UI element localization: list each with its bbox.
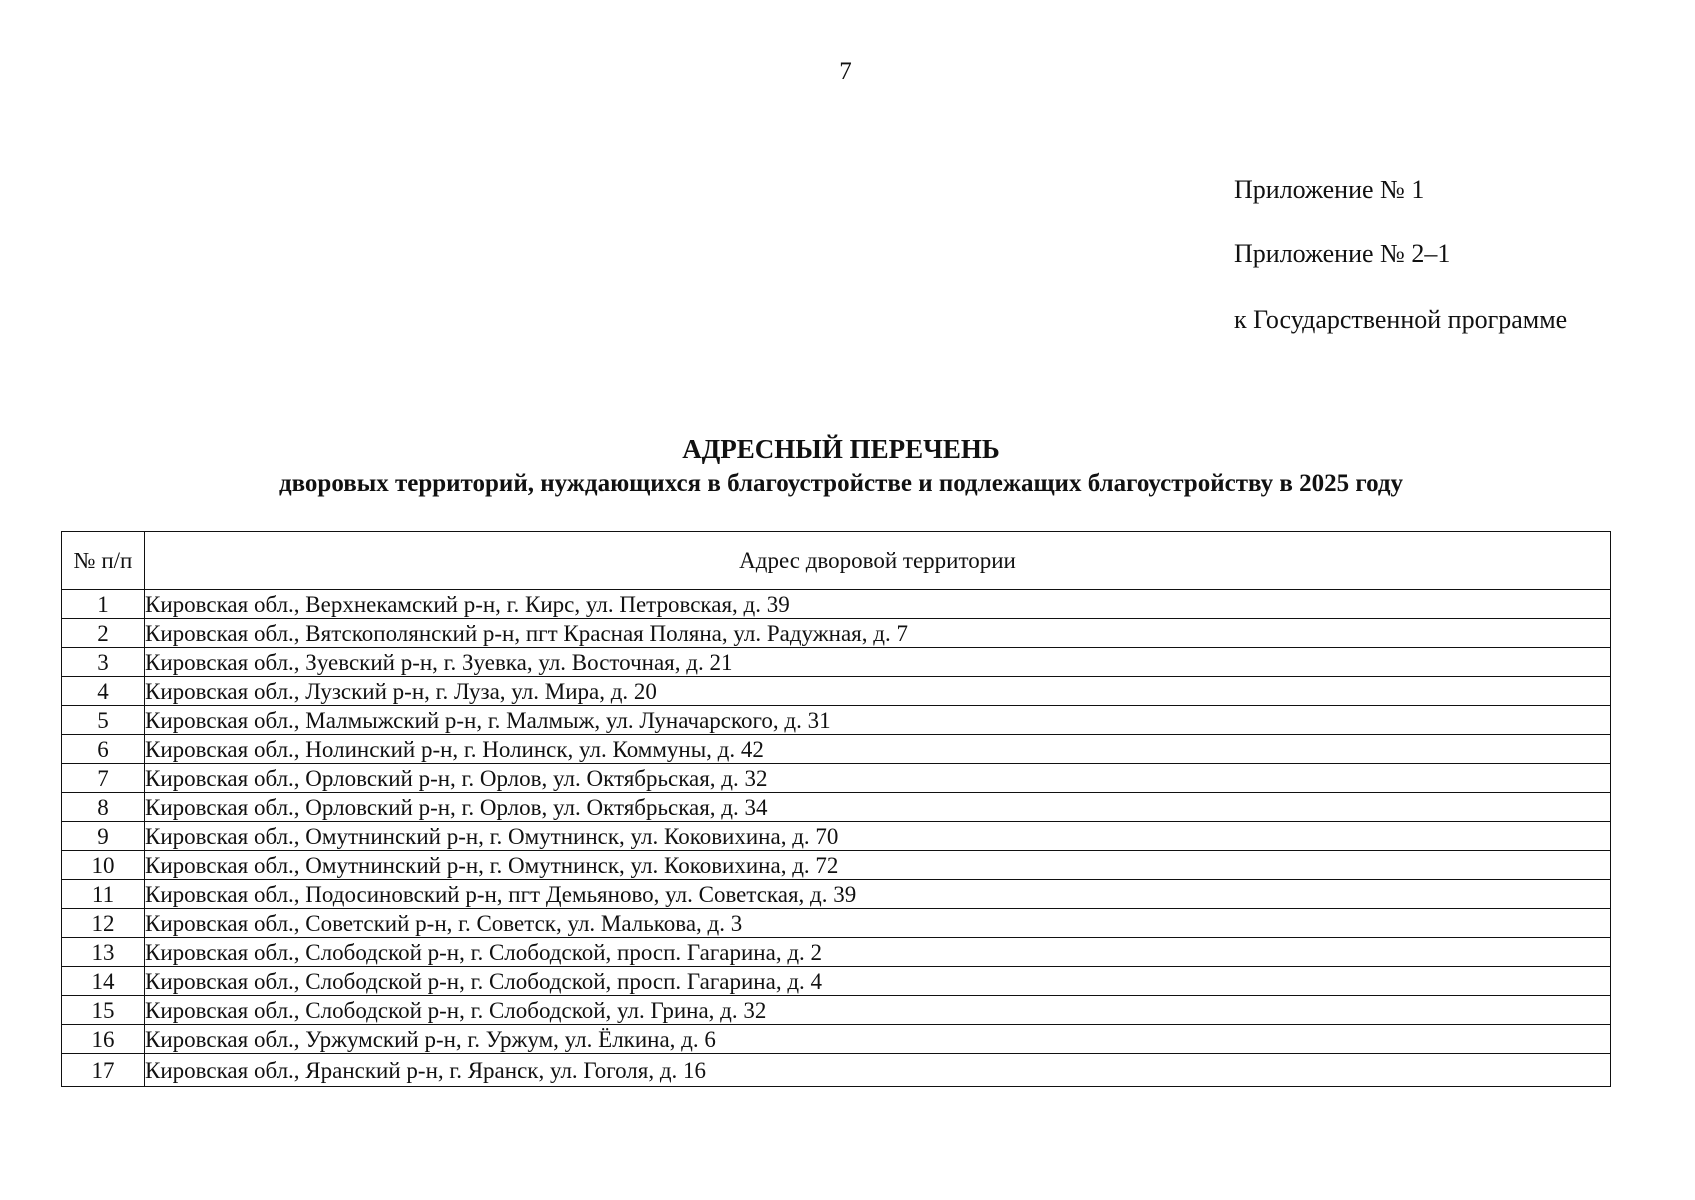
table-row bbox=[62, 619, 1611, 648]
table-row bbox=[62, 764, 1611, 793]
table-row bbox=[62, 938, 1611, 967]
header-number: № п/п bbox=[62, 532, 145, 590]
row-number: 13 bbox=[62, 938, 145, 967]
row-address: Кировская обл., Слободской р-н, г. Слободской, просп. Гагарина, д. 2 bbox=[145, 938, 1611, 967]
table-row bbox=[62, 1025, 1611, 1054]
table-header-row bbox=[62, 532, 1611, 590]
row-address: Кировская обл., Вятскополянский р-н, пгт Красная Поляна, ул. Радужная, д. 7 bbox=[145, 619, 1611, 648]
row-number: 6 bbox=[62, 735, 145, 764]
table-row bbox=[62, 677, 1611, 706]
table-row bbox=[62, 967, 1611, 996]
row-number: 4 bbox=[62, 677, 145, 706]
document-subtitle: дворовых территорий, нуждающихся в благоустройстве и подлежащих благоустройству в 2025 году bbox=[278, 470, 1404, 497]
row-address: Кировская обл., Омутнинский р-н, г. Омутнинск, ул. Коковихина, д. 70 bbox=[145, 822, 1611, 851]
table-row bbox=[62, 996, 1611, 1025]
row-address: Кировская обл., Орловский р-н, г. Орлов, ул. Октябрьская, д. 34 bbox=[145, 793, 1611, 822]
row-address: Кировская обл., Подосиновский р-н, пгт Демьяново, ул. Советская, д. 39 bbox=[145, 880, 1611, 909]
row-number: 17 bbox=[62, 1054, 145, 1087]
row-number: 11 bbox=[62, 880, 145, 909]
row-address: Кировская обл., Яранский р-н, г. Яранск, ул. Гоголя, д. 16 bbox=[145, 1054, 1611, 1087]
annex-line-3: к Государственной программе bbox=[1234, 305, 1568, 334]
row-address: Кировская обл., Лузский р-н, г. Луза, ул. Мира, д. 20 bbox=[145, 677, 1611, 706]
row-number: 2 bbox=[62, 619, 145, 648]
row-address: Кировская обл., Омутнинский р-н, г. Омутнинск, ул. Коковихина, д. 72 bbox=[145, 851, 1611, 880]
row-number: 16 bbox=[62, 1025, 145, 1054]
page-number: 7 bbox=[839, 58, 852, 85]
document-title: АДРЕСНЫЙ ПЕРЕЧЕНЬ bbox=[682, 434, 1000, 464]
row-number: 15 bbox=[62, 996, 145, 1025]
table-row bbox=[62, 735, 1611, 764]
row-address: Кировская обл., Слободской р-н, г. Слободской, ул. Грина, д. 32 bbox=[145, 996, 1611, 1025]
header-address: Адрес дворовой территории bbox=[145, 532, 1611, 590]
table-row bbox=[62, 1054, 1611, 1087]
row-address: Кировская обл., Зуевский р-н, г. Зуевка, ул. Восточная, д. 21 bbox=[145, 648, 1611, 677]
row-number: 14 bbox=[62, 967, 145, 996]
row-address: Кировская обл., Верхнекамский р-н, г. Кирс, ул. Петровская, д. 39 bbox=[145, 590, 1611, 619]
row-address: Кировская обл., Нолинский р-н, г. Нолинск, ул. Коммуны, д. 42 bbox=[145, 735, 1611, 764]
row-address: Кировская обл., Малмыжский р-н, г. Малмыж, ул. Луначарского, д. 31 bbox=[145, 706, 1611, 735]
table-row bbox=[62, 590, 1611, 619]
row-number: 1 bbox=[62, 590, 145, 619]
row-number: 3 bbox=[62, 648, 145, 677]
table-row bbox=[62, 822, 1611, 851]
annex-line-2: Приложение № 2–1 bbox=[1234, 239, 1451, 268]
row-number: 12 bbox=[62, 909, 145, 938]
address-table bbox=[61, 531, 1611, 1087]
table-row bbox=[62, 793, 1611, 822]
annex-line-1: Приложение № 1 bbox=[1234, 175, 1425, 204]
row-number: 5 bbox=[62, 706, 145, 735]
row-number: 8 bbox=[62, 793, 145, 822]
row-number: 10 bbox=[62, 851, 145, 880]
table-row bbox=[62, 880, 1611, 909]
table-row bbox=[62, 648, 1611, 677]
row-number: 7 bbox=[62, 764, 145, 793]
table-row bbox=[62, 909, 1611, 938]
table-row bbox=[62, 706, 1611, 735]
row-address: Кировская обл., Уржумский р-н, г. Уржум, ул. Ёлкина, д. 6 bbox=[145, 1025, 1611, 1054]
row-address: Кировская обл., Слободской р-н, г. Слободской, просп. Гагарина, д. 4 bbox=[145, 967, 1611, 996]
table-body bbox=[62, 590, 1611, 1087]
row-address: Кировская обл., Орловский р-н, г. Орлов, ул. Октябрьская, д. 32 bbox=[145, 764, 1611, 793]
table-row bbox=[62, 851, 1611, 880]
row-number: 9 bbox=[62, 822, 145, 851]
row-address: Кировская обл., Советский р-н, г. Советск, ул. Малькова, д. 3 bbox=[145, 909, 1611, 938]
